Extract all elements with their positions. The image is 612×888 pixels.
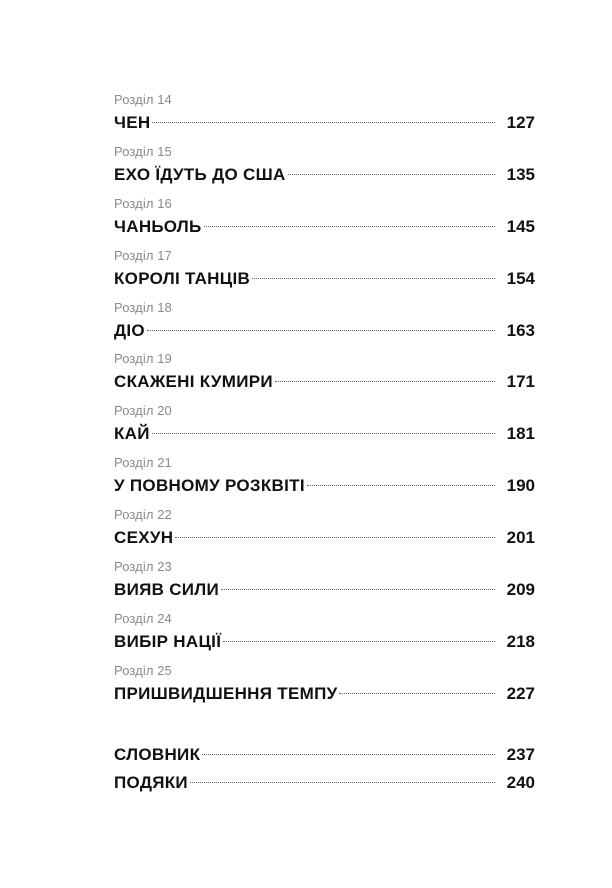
- chapter-title: ПРИШВИДШЕННЯ ТЕМПУ: [114, 683, 338, 703]
- chapter-label: Розділ 25: [114, 662, 172, 678]
- chapter-label: Розділ 16: [114, 195, 172, 211]
- chapter-label: Розділ 21: [114, 455, 172, 471]
- toc-chapter: [114, 455, 535, 507]
- page-number: 227: [506, 683, 535, 703]
- dot-leader: [288, 174, 495, 175]
- chapter-label: Розділ 22: [114, 507, 172, 523]
- dot-leader: [221, 589, 495, 590]
- chapter-title: ЕХО ЇДУТЬ ДО США: [114, 164, 286, 184]
- backmatter-section: [114, 741, 535, 797]
- toc-entry: [114, 267, 535, 291]
- page-number: 181: [506, 424, 535, 444]
- toc-entry: [114, 474, 535, 498]
- chapter-title: СЕХУН: [114, 528, 174, 548]
- page-number: 209: [506, 580, 535, 600]
- chapter-title: ВИБІР НАЦІЇ: [114, 631, 222, 651]
- page-number: 218: [506, 631, 535, 651]
- toc-chapter: [114, 611, 535, 663]
- toc-chapter: [114, 92, 535, 144]
- toc-entry: [114, 769, 535, 797]
- chapter-label: Розділ 14: [114, 92, 172, 107]
- page-number: 135: [506, 164, 535, 184]
- toc-entry: [114, 741, 535, 769]
- chapter-title: У ПОВНОМУ РОЗКВІТІ: [114, 476, 305, 496]
- dot-leader: [223, 641, 495, 642]
- toc-entry: [114, 682, 535, 706]
- dot-leader: [339, 693, 495, 694]
- chapter-title: КАЙ: [114, 424, 150, 444]
- backmatter-title: ПОДЯКИ: [114, 772, 188, 792]
- toc-entry: [114, 111, 535, 135]
- chapter-label: Розділ 19: [114, 351, 172, 367]
- toc-chapter: [114, 507, 535, 559]
- dot-leader: [147, 330, 495, 331]
- toc-chapter: [114, 144, 535, 196]
- page-number: 127: [506, 113, 535, 132]
- dot-leader: [204, 226, 495, 227]
- page-number: 145: [506, 216, 535, 236]
- page-number: 190: [506, 476, 535, 496]
- dot-leader: [275, 381, 495, 382]
- chapter-label: Розділ 23: [114, 559, 172, 575]
- toc-entry: [114, 422, 535, 446]
- chapter-title: КОРОЛІ ТАНЦІВ: [114, 268, 251, 288]
- toc-entry: [114, 630, 535, 654]
- toc-entry: [114, 578, 535, 602]
- page-number: 163: [506, 320, 535, 340]
- toc-chapter: [114, 196, 535, 248]
- dot-leader: [307, 485, 495, 486]
- toc-entry: [114, 163, 535, 187]
- page-number: 171: [506, 372, 535, 392]
- chapter-label: Розділ 20: [114, 403, 172, 419]
- page-number: 240: [506, 772, 535, 792]
- dot-leader: [152, 122, 495, 123]
- toc-chapter: [114, 300, 535, 352]
- backmatter-title: СЛОВНИК: [114, 744, 201, 764]
- table-of-contents: [114, 92, 535, 797]
- chapter-label: Розділ 24: [114, 610, 172, 626]
- chapter-title: СКАЖЕНІ КУМИРИ: [114, 372, 273, 392]
- page-number: 154: [506, 268, 535, 288]
- chapter-label: Розділ 18: [114, 299, 172, 315]
- chapter-title: ЧЕН: [114, 113, 151, 132]
- toc-chapter: [114, 559, 535, 611]
- dot-leader: [202, 754, 495, 755]
- toc-chapter: [114, 403, 535, 455]
- toc-chapter: [114, 663, 535, 715]
- dot-leader: [252, 278, 495, 279]
- page-number: 237: [506, 744, 535, 764]
- chapter-title: ВИЯВ СИЛИ: [114, 580, 220, 600]
- toc-chapter: [114, 351, 535, 403]
- toc-entry: [114, 526, 535, 550]
- chapter-title: ДІО: [114, 320, 145, 340]
- toc-entry: [114, 319, 535, 343]
- dot-leader: [152, 433, 495, 434]
- dot-leader: [190, 782, 495, 783]
- chapter-label: Розділ 17: [114, 247, 172, 263]
- toc-chapter: [114, 248, 535, 300]
- toc-entry: [114, 370, 535, 394]
- dot-leader: [175, 537, 495, 538]
- chapter-title: ЧАНЬОЛЬ: [114, 216, 202, 236]
- chapter-label: Розділ 15: [114, 143, 172, 159]
- page-number: 201: [506, 528, 535, 548]
- toc-entry: [114, 215, 535, 239]
